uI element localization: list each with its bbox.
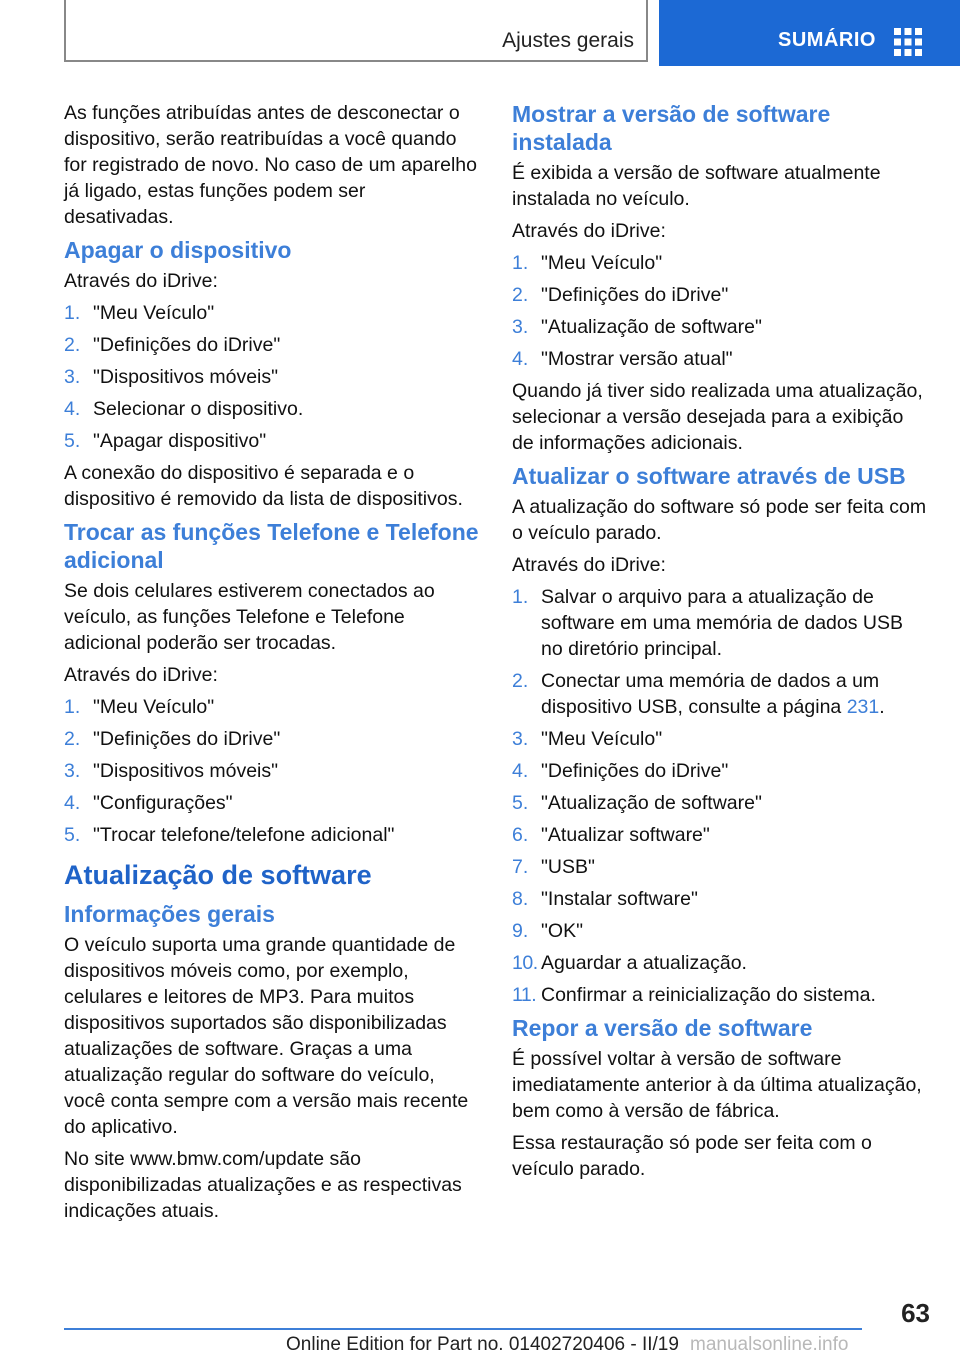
software-update-title: Atualização de software — [64, 860, 372, 890]
watermark: manualsonline.info — [690, 1334, 849, 1355]
swap-steps-list — [64, 694, 480, 848]
step-text: Conectar uma memória de dados a um dispositivo USB, consulte a página — [541, 670, 880, 718]
edition-text: Online Edition for Part no. 01402720406 - II/19 — [286, 1334, 679, 1355]
step-text: Confirmar a reinicialização do sistema. — [541, 984, 876, 1006]
step-text-end: . — [879, 696, 885, 718]
delete-steps-list — [64, 300, 480, 454]
usb-update-via: Através do iDrive: — [512, 554, 666, 576]
step-number: 9. — [512, 920, 529, 942]
footer-divider — [64, 1328, 862, 1330]
delete-result-text: A conexão do dispositivo é separada e o dispositivo é removido da lista de dispositivos. — [64, 462, 463, 510]
step-text: "Atualização de software" — [541, 316, 762, 338]
step-text: "OK" — [541, 920, 584, 942]
reset-version-heading: Repor a versão de software — [512, 1015, 813, 1041]
step-text: "Meu Veículo" — [93, 302, 215, 324]
list-item — [64, 364, 480, 390]
list-item — [64, 396, 480, 422]
step-number: 11. — [512, 984, 537, 1006]
step-text: "Definições do iDrive" — [541, 284, 729, 306]
step-number: 3. — [512, 728, 529, 750]
step-text: Salvar o arquivo para a atualização de software em uma memória de dados USB no diretório principal. — [541, 586, 903, 660]
step-text: "Dispositivos móveis" — [93, 760, 279, 782]
show-version-steps — [512, 250, 928, 372]
list-item — [512, 726, 928, 752]
step-text: "Definições do iDrive" — [93, 334, 281, 356]
step-text: "Configurações" — [93, 792, 233, 814]
section-title: Ajustes gerais — [502, 29, 634, 52]
usb-update-heading: Atualizar o software através de USB — [512, 463, 906, 489]
list-item — [512, 584, 928, 662]
usb-update-text: A atualização do software só pode ser feita com o veículo parado. — [512, 496, 927, 544]
list-item — [512, 886, 928, 912]
step-text: "Trocar telefone/telefone adicional" — [93, 824, 395, 846]
step-text: "Atualização de software" — [541, 792, 762, 814]
delete-via-text: Através do iDrive: — [64, 270, 218, 292]
step-text: "Atualizar software" — [541, 824, 710, 846]
list-item — [64, 428, 480, 454]
step-number: 2. — [512, 670, 529, 692]
list-item — [512, 790, 928, 816]
list-item — [512, 668, 928, 720]
step-number: 7. — [512, 856, 529, 878]
list-item — [512, 314, 928, 340]
step-number: 2. — [512, 284, 529, 306]
reset-version-note: Essa restauração só pode ser feita com o veículo parado. — [512, 1132, 872, 1180]
list-item — [512, 854, 928, 880]
list-item — [64, 822, 480, 848]
step-text: "Mostrar versão atual" — [541, 348, 733, 370]
list-item — [64, 790, 480, 816]
step-number: 6. — [512, 824, 529, 846]
intro-paragraph: As funções atribuídas antes de desconectar o dispositivo, serão reatribuídas a você quando for registrado de novo. No caso de um aparelho já ligado, estas funções podem ser desativadas. — [64, 102, 477, 228]
step-text: Aguardar a atualização. — [541, 952, 747, 974]
list-item — [64, 332, 480, 358]
general-info-website: No site www.bmw.com/update são disponibilizadas atualizações e as respectivas indicações atuais. — [64, 1148, 462, 1222]
step-number: 3. — [64, 760, 81, 782]
step-number: 2. — [64, 728, 81, 750]
step-number: 4. — [512, 348, 529, 370]
step-text: "Definições do iDrive" — [93, 728, 281, 750]
step-number: 5. — [512, 792, 529, 814]
show-version-via: Através do iDrive: — [512, 220, 666, 242]
step-number: 2. — [64, 334, 81, 356]
step-text: "Meu Veículo" — [93, 696, 215, 718]
step-text: "Meu Veículo" — [541, 728, 663, 750]
step-number: 10. — [512, 952, 538, 974]
step-number: 1. — [64, 302, 81, 324]
step-number: 1. — [512, 252, 529, 274]
step-number: 8. — [512, 888, 529, 910]
show-version-text: É exibida a versão de software atualmente instalada no veículo. — [512, 162, 881, 210]
general-info-text: O veículo suporta uma grande quantidade de dispositivos móveis como, por exemplo, celulares e leitores de MP3. Para muitos dispositivos suportados são disponibilizadas atualizações de software. Graças a uma atualização regular do software do veículo, você conta sempre com a versão mais recente do aplicativo. — [64, 934, 469, 1138]
left-column — [64, 100, 480, 1230]
delete-device-heading: Apagar o dispositivo — [64, 237, 292, 263]
list-item — [64, 694, 480, 720]
list-item — [64, 726, 480, 752]
swap-via-text: Através do iDrive: — [64, 664, 218, 686]
step-number: 5. — [64, 824, 81, 846]
step-text: "Dispositivos móveis" — [93, 366, 279, 388]
summary-link[interactable]: SUMÁRIO — [778, 29, 876, 51]
step-number: 4. — [64, 792, 81, 814]
page-number: 63 — [901, 1298, 930, 1328]
step-number: 4. — [512, 760, 529, 782]
list-item — [512, 250, 928, 276]
step-text: "Definições do iDrive" — [541, 760, 729, 782]
step-text: Selecionar o dispositivo. — [93, 398, 304, 420]
swap-description: Se dois celulares estiverem conectados ao veículo, as funções Telefone e Telefone adicional poderão ser trocadas. — [64, 580, 435, 654]
grid-menu-icon[interactable] — [894, 28, 922, 56]
list-item — [64, 758, 480, 784]
list-item — [512, 950, 928, 976]
page-reference-link[interactable]: 231 — [846, 696, 880, 718]
step-number: 1. — [512, 586, 529, 608]
page-header — [0, 0, 960, 66]
step-text: "Apagar dispositivo" — [93, 430, 267, 452]
usb-steps-list — [512, 584, 928, 1008]
show-version-heading: Mostrar a versão de software instalada — [512, 101, 831, 155]
list-item — [512, 346, 928, 372]
list-item — [512, 822, 928, 848]
list-item — [64, 300, 480, 326]
step-number: 3. — [64, 366, 81, 388]
right-column — [512, 100, 928, 1188]
step-number: 5. — [64, 430, 81, 452]
step-number: 4. — [64, 398, 81, 420]
step-text: "Meu Veículo" — [541, 252, 663, 274]
step-number: 3. — [512, 316, 529, 338]
general-info-heading: Informações gerais — [64, 901, 275, 927]
show-version-note: Quando já tiver sido realizada uma atualização, selecionar a versão desejada para a exibição de informações adicionais. — [512, 380, 923, 454]
list-item — [512, 982, 928, 1008]
swap-phone-heading: Trocar as funções Telefone e Telefone adicional — [64, 519, 479, 573]
step-number: 1. — [64, 696, 81, 718]
step-text: "USB" — [541, 856, 595, 878]
list-item — [512, 758, 928, 784]
reset-version-text: É possível voltar à versão de software imediatamente anterior à da última atualização, bem como à versão de fábrica. — [512, 1048, 922, 1122]
list-item — [512, 282, 928, 308]
step-text: "Instalar software" — [541, 888, 698, 910]
list-item — [512, 918, 928, 944]
